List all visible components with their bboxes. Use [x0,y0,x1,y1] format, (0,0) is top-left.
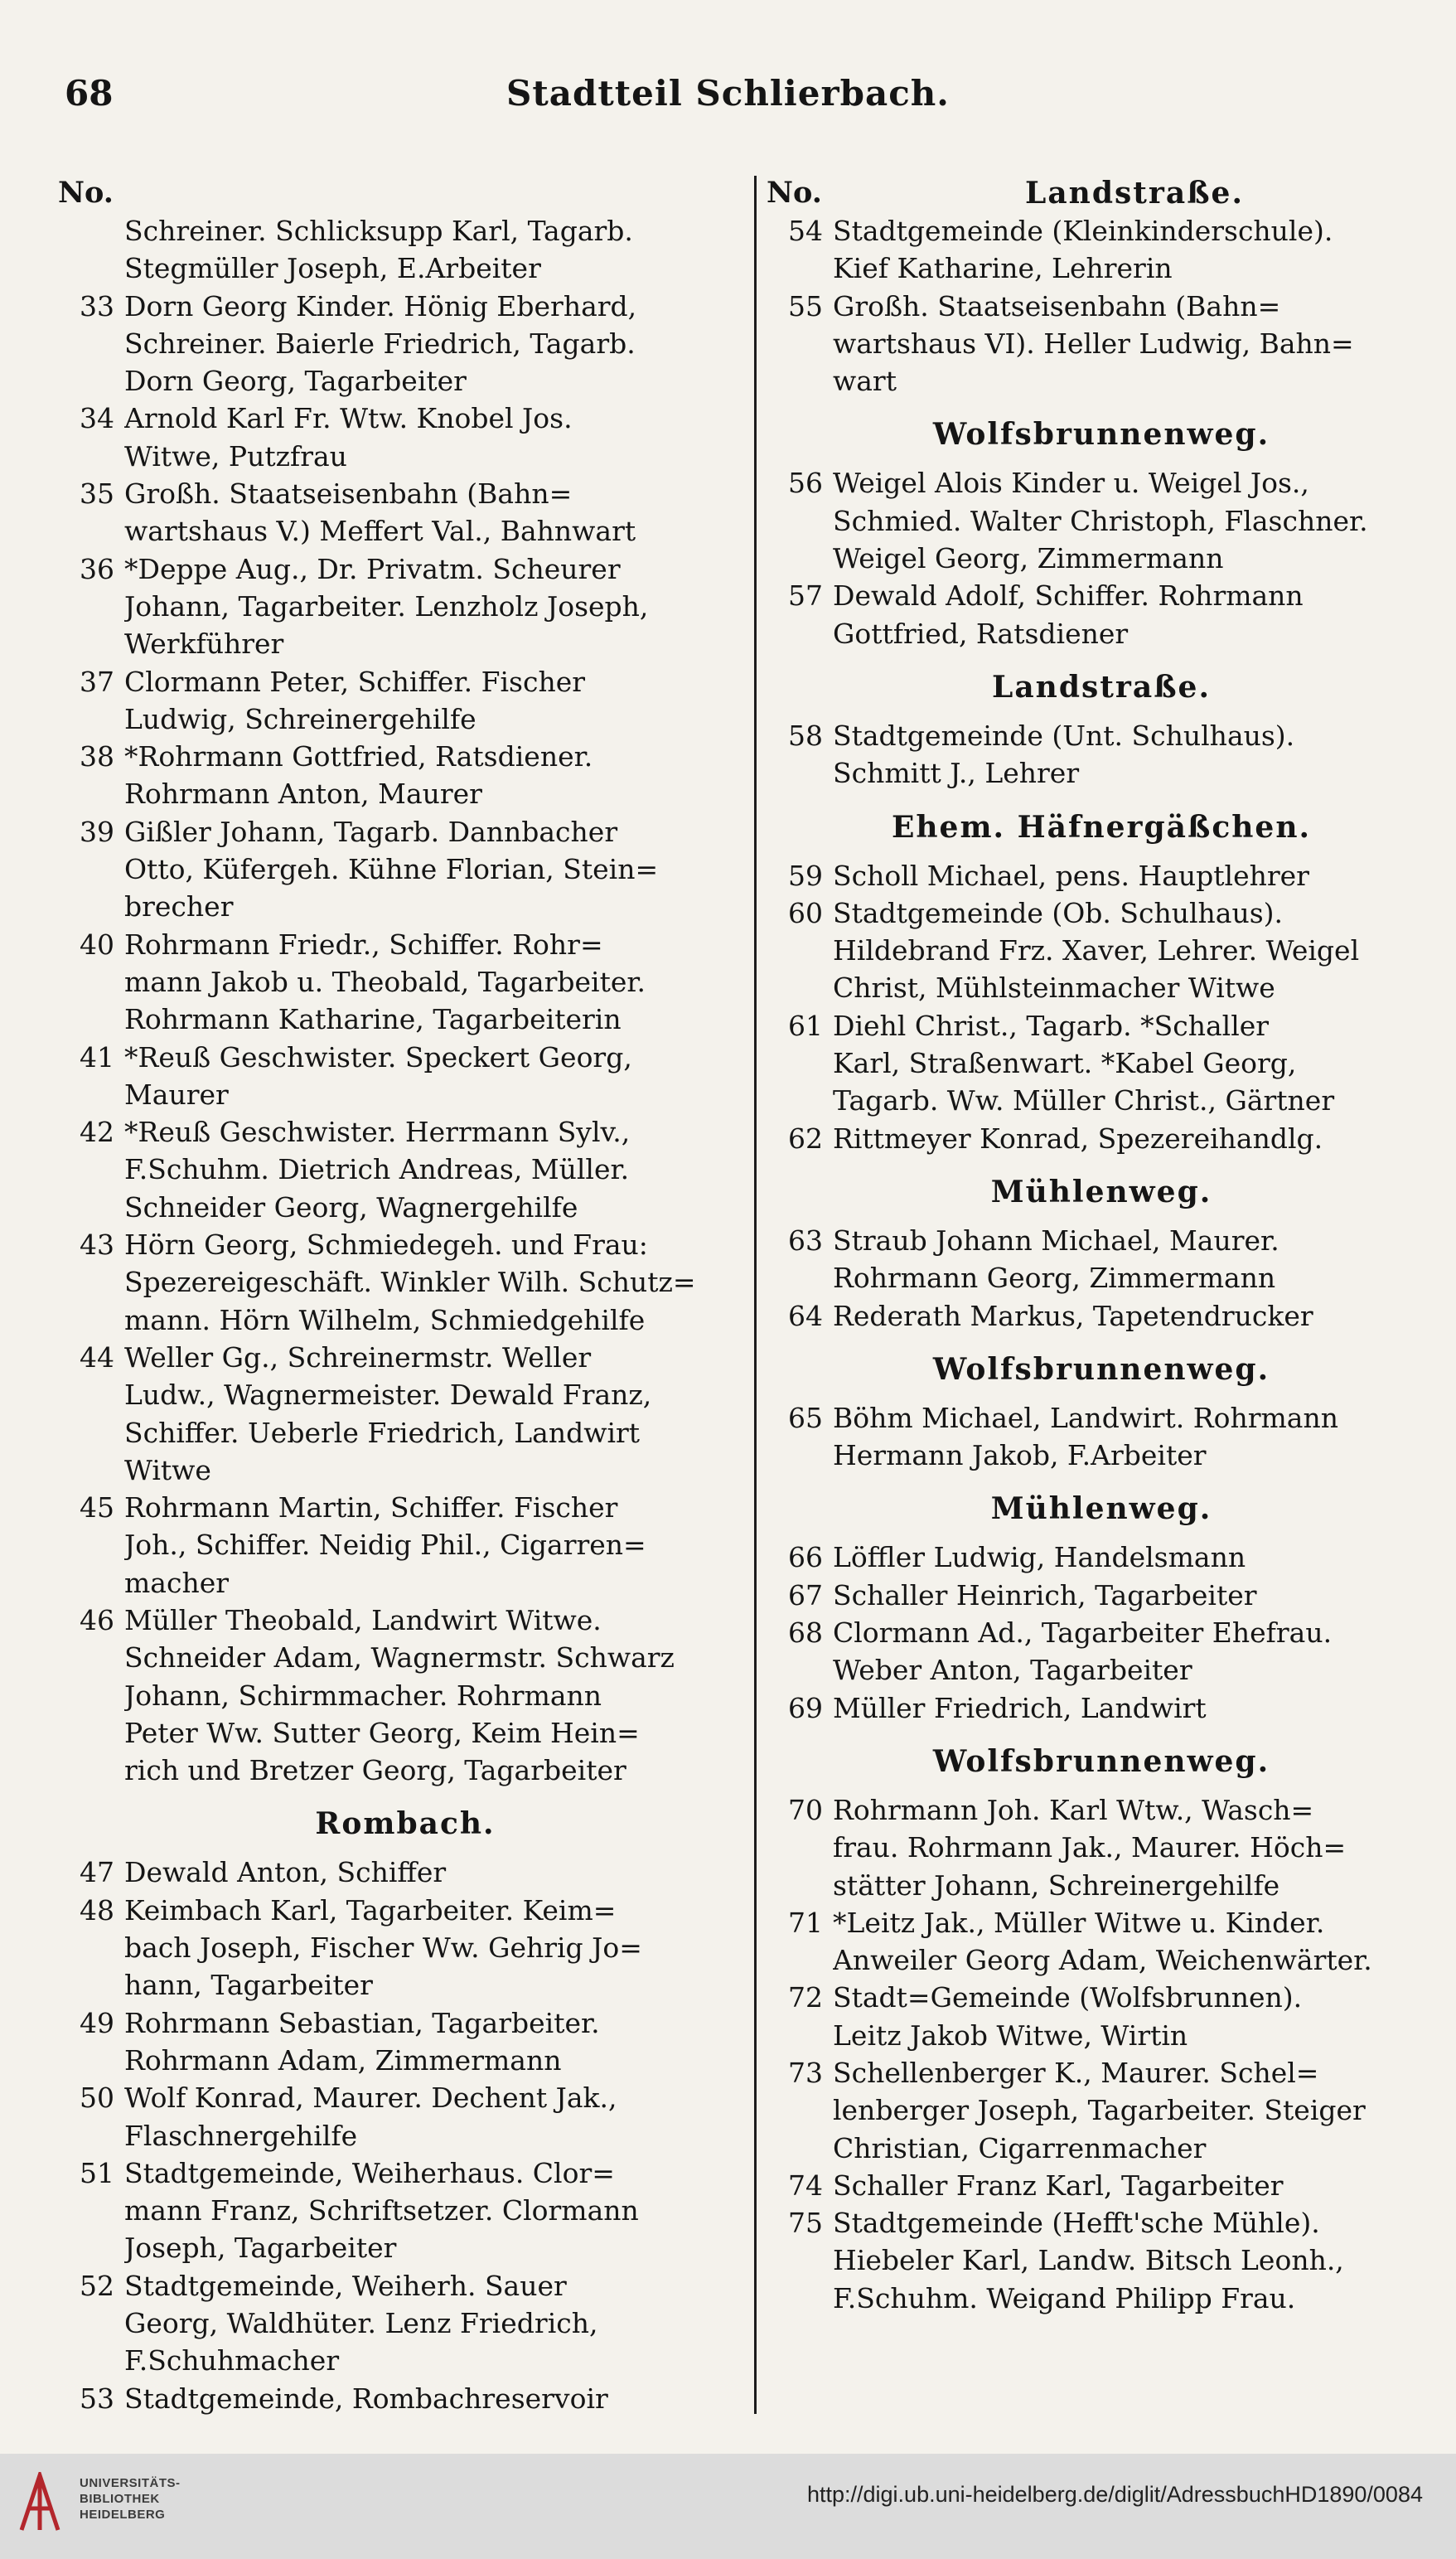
text-line: *Reuß Geschwister. Herrmann Sylv., [124,1116,631,1149]
house-number: 34 [80,402,114,435]
house-number: 67 [788,1578,823,1611]
text-line: Witwe, Putzfrau [124,439,347,473]
house-number: 70 [788,1793,823,1826]
text-line: Weller Gg., Schreinermstr. Weller [124,1340,592,1374]
house-number: 54 [788,215,823,247]
text-line: Johann, Tagarbeiter. Lenzholz Joseph, [124,589,649,623]
house-entry [58,1039,752,1114]
page-number: 68 [65,73,114,114]
no-label: No. [58,176,114,210]
resident-text [833,1297,1436,1335]
house-entry [58,288,752,400]
house-number: 75 [788,2207,823,2240]
street-heading: Wolfsbrunnenweg. [932,1351,1270,1387]
house-number: 56 [788,467,823,500]
text-line: wartshaus VI). Heller Ludwig, Bahn= [833,327,1354,360]
text-line: Gottfried, Ratsdiener [833,617,1129,650]
resident-text [124,1113,752,1226]
text-line: Stadtgemeinde, Weiherh. Sauer [124,2269,567,2302]
house-number: 39 [80,815,114,848]
text-line: *Leitz Jak., Müller Witwe u. Kinder. [833,1906,1325,1939]
text-line: Ludw., Wagnermeister. Dewald Franz, [124,1379,652,1412]
running-title: Stadtteil Schlierbach. [506,73,950,114]
text-line: mann Franz, Schriftsetzer. Clormann [124,2194,639,2227]
text-line: Gißler Johann, Tagarb. Dannbacher [124,815,618,848]
text-line: Schaller Franz Karl, Tagarbeiter [833,2169,1284,2202]
text-line: Rohrmann Sebastian, Tagarbeiter. [124,2006,600,2039]
text-line: Maurer [124,1078,229,1111]
resident-text [833,717,1436,792]
text-line: Rohrmann Adam, Zimmermann [124,2043,562,2077]
text-line: Schiffer. Ueberle Friedrich, Landwirt [124,1416,641,1449]
resident-text [124,1226,752,1339]
resident-text [833,1539,1436,1576]
house-number: 63 [788,1224,823,1257]
house-entry [767,1614,1436,1689]
text-line: Dorn Georg Kinder. Hönig Eberhard, [124,289,637,322]
resident-text [124,550,752,663]
text-line: Stadtgemeinde, Rombachreservoir [124,2382,608,2415]
text-line: Keimbach Karl, Tagarbeiter. Keim= [124,1893,617,1927]
resident-text [124,2267,752,2380]
text-line: Rohrmann Martin, Schiffer. Fischer [124,1491,618,1524]
house-entry [767,1007,1436,1120]
resident-text [124,926,752,1039]
street-heading: Ehem. Häfnergäßchen. [891,809,1312,845]
house-entry [58,400,752,475]
text-line: bach Joseph, Fischer Ww. Gehrig Jo= [124,1931,642,1965]
resident-text [833,288,1436,400]
text-line: Stadtgemeinde, Weiherhaus. Clor= [124,2156,615,2189]
text-line: Witwe [124,1453,211,1486]
house-entry [58,1489,752,1602]
text-line: Rohrmann Georg, Zimmermann [833,1262,1276,1295]
resident-text [833,1399,1436,1475]
house-number: 46 [80,1603,114,1636]
house-number: 44 [80,1340,114,1374]
street-heading: Landstraße. [992,669,1211,705]
text-line: Hiebeler Karl, Landw. Bitsch Leonh., [833,2244,1344,2277]
text-line: Kief Katharine, Lehrerin [833,252,1173,285]
house-number: 64 [788,1299,823,1332]
resident-text [833,212,1436,288]
resident-text [833,1007,1436,1120]
text-line: Christian, Cigarrenmacher [833,2131,1207,2164]
text-line: Schmitt J., Lehrer [833,757,1080,790]
house-entry [767,894,1436,1007]
house-entry [767,1577,1436,1614]
text-line: Tagarb. Ww. Müller Christ., Gärtner [833,1084,1335,1117]
text-line: macher [124,1566,230,1599]
house-entry [58,663,752,739]
resident-text [833,577,1436,652]
text-line: Rohrmann Anton, Maurer [124,778,482,811]
resident-text [124,1489,752,1602]
house-number: 41 [80,1040,114,1074]
text-line: Schellenberger K., Maurer. Schel= [833,2056,1319,2089]
text-line: hann, Tagarbeiter [124,1969,373,2002]
house-number: 57 [788,579,823,613]
house-entry [767,2167,1436,2204]
house-number: 59 [788,859,823,892]
house-entry [767,1539,1436,1576]
street-heading: Landstraße. [1025,176,1244,211]
house-entry [767,1222,1436,1297]
house-entry [58,738,752,813]
text-line: Karl, Straßenwart. *Kabel Georg, [833,1047,1297,1080]
text-line: Hörn Georg, Schmiedegeh. und Frau: [124,1229,648,1262]
house-number: 62 [788,1122,823,1155]
text-line: rich und Bretzer Georg, Tagarbeiter [124,1754,626,1787]
text-line: Schreiner. Baierle Friedrich, Tagarb. [124,327,636,360]
house-entry [767,1979,1436,2054]
house-number: 60 [788,896,823,929]
house-number: 50 [80,2082,114,2115]
text-line: Flaschnergehilfe [124,2119,358,2152]
house-number: 55 [788,289,823,322]
text-line: Wolf Konrad, Maurer. Dechent Jak., [124,2082,617,2115]
text-line: Dewald Anton, Schiffer [124,1856,447,1889]
house-entry [767,1689,1436,1727]
text-line: Christ, Mühlsteinmacher Witwe [833,972,1275,1005]
street-heading: Mühlenweg. [990,1491,1212,1527]
text-line: wartshaus V.) Meffert Val., Bahnwart [124,515,636,548]
resident-text [833,894,1436,1007]
text-line: Hildebrand Frz. Xaver, Lehrer. Weigel [833,934,1360,967]
house-entry [767,2054,1436,2167]
text-line: Weber Anton, Tagarbeiter [833,1654,1192,1687]
house-entry [767,1297,1436,1335]
house-number: 61 [788,1009,823,1042]
resident-text [833,1222,1436,1297]
house-number: 53 [80,2382,114,2415]
house-number: 52 [80,2269,114,2302]
no-label: No. [767,176,822,210]
text-line: Großh. Staatseisenbahn (Bahn= [833,289,1281,322]
text-line: *Rohrmann Gottfried, Ratsdiener. [124,740,593,773]
text-line: Leitz Jakob Witwe, Wirtin [833,2019,1188,2052]
text-line: mann Jakob u. Theobald, Tagarbeiter. [124,965,646,998]
house-number [58,212,124,288]
house-entry [58,2154,752,2267]
house-entry [767,857,1436,894]
house-number: 71 [788,1906,823,1939]
text-line: Rohrmann Katharine, Tagarbeiterin [124,1003,622,1036]
text-line: F.Schuhmacher [124,2344,340,2377]
house-entry [767,212,1436,288]
text-line: lenberger Joseph, Tagarbeiter. Steiger [833,2094,1366,2127]
house-entry [58,475,752,550]
right-column [767,174,1436,2421]
text-line: Werkführer [124,628,284,661]
house-entry [58,550,752,663]
text-line: Stadt=Gemeinde (Wolfsbrunnen). [833,1981,1303,2014]
footer-bar [0,2454,1456,2559]
text-line: Böhm Michael, Landwirt. Rohrmann [833,1401,1338,1434]
page-header [0,73,1456,123]
house-number: 40 [80,928,114,961]
text-line: mann. Hörn Wilhelm, Schmiedgehilfe [124,1303,646,1336]
text-line: Clormann Ad., Tagarbeiter Ehefrau. [833,1616,1333,1650]
resident-text [124,2004,752,2080]
house-number: 51 [80,2156,114,2189]
source-url-link[interactable]: http://digi.ub.uni-heidelberg.de/diglit/AdressbuchHD1890/0084 [806,2482,1423,2507]
text-line: Arnold Karl Fr. Wtw. Knobel Jos. [124,402,573,435]
text-line: Ludwig, Schreinergehilfe [124,702,476,735]
house-number: 66 [788,1541,823,1574]
text-line: Weigel Alois Kinder u. Weigel Jos., [833,467,1309,500]
house-entry [767,288,1436,400]
text-line: Rittmeyer Konrad, Spezereihandlg. [833,1122,1323,1155]
house-entry [58,1602,752,1789]
house-entry [767,1399,1436,1475]
resident-text [124,738,752,813]
text-line: Straub Johann Michael, Maurer. [833,1224,1279,1257]
text-line: Schmied. Walter Christoph, Flaschner. [833,504,1368,537]
house-number: 49 [80,2006,114,2039]
house-entry [58,1339,752,1489]
house-number: 65 [788,1401,823,1434]
text-line: Schneider Georg, Wagnergehilfe [124,1190,578,1224]
resident-text [833,1614,1436,1689]
house-number: 73 [788,2056,823,2089]
left-column [58,174,752,2421]
resident-text [124,1039,752,1114]
resident-text [833,1791,1436,1904]
house-entry [767,1120,1436,1157]
resident-text [833,1120,1436,1157]
resident-text [124,288,752,400]
resident-text [833,1904,1436,1980]
house-number: 47 [80,1856,114,1889]
resident-text [124,475,752,550]
text-line: Rohrmann Joh. Karl Wtw., Wasch= [833,1793,1314,1826]
resident-text [833,2054,1436,2167]
text-line: Peter Ww. Sutter Georg, Keim Hein= [124,1716,640,1749]
no-column-label [767,174,1436,212]
house-entry [58,1854,752,1891]
house-entry [767,2204,1436,2317]
resident-text [833,464,1436,577]
house-number: 58 [788,719,823,752]
house-number: 69 [788,1691,823,1724]
resident-text [124,2154,752,2267]
logo-line: BIBLIOTHEK [80,2492,160,2506]
text-line: Hermann Jakob, F.Arbeiter [833,1439,1207,1472]
library-logo-text [80,2475,181,2523]
house-number: 42 [80,1116,114,1149]
house-entry [767,717,1436,792]
resident-text [124,1854,752,1891]
text-line: brecher [124,890,234,923]
house-number: 38 [80,740,114,773]
text-line: Dewald Adolf, Schiffer. Rohrmann [833,579,1304,613]
text-line: Clormann Peter, Schiffer. Fischer [124,665,586,698]
street-heading: Mühlenweg. [990,1174,1212,1209]
text-line: Rohrmann Friedr., Schiffer. Rohr= [124,928,603,961]
resident-text [124,2380,752,2417]
house-entry [767,464,1436,577]
text-line: stätter Johann, Schreinergehilfe [833,1868,1280,1902]
text-line: Otto, Küfergeh. Kühne Florian, Stein= [124,853,659,886]
text-line: Joh., Schiffer. Neidig Phil., Cigarren= [124,1529,646,1562]
resident-text [124,813,752,926]
resident-text [124,2079,752,2154]
text-line: Stadtgemeinde (Unt. Schulhaus). [833,719,1295,752]
text-line: Stegmüller Joseph, E.Arbeiter [124,252,541,285]
house-entry [58,926,752,1039]
house-number: 45 [80,1491,114,1524]
text-line: Weigel Georg, Zimmermann [833,542,1224,575]
text-line: Rederath Markus, Tapetendrucker [833,1299,1313,1332]
text-line: Müller Theobald, Landwirt Witwe. [124,1603,602,1636]
house-number: 35 [80,477,114,511]
column-divider [754,176,757,2414]
house-entry [767,1791,1436,1904]
text-line: wart [833,365,897,398]
resident-text [833,1979,1436,2054]
text-line: Stadtgemeinde (Hefft'sche Mühle). [833,2207,1320,2240]
house-number: 36 [80,552,114,585]
text-line: Dorn Georg, Tagarbeiter [124,365,467,398]
text-line: Johann, Schirmmacher. Rohrmann [124,1679,602,1712]
house-entry [58,1892,752,2004]
house-entry [767,577,1436,652]
text-line: Schreiner. Schlicksupp Karl, Tagarb. [124,215,633,247]
street-heading: Wolfsbrunnenweg. [932,417,1270,453]
text-line: Stadtgemeinde (Ob. Schulhaus). [833,896,1284,929]
house-number: 68 [788,1616,823,1650]
house-number: 72 [788,1981,823,2014]
house-entry [58,1226,752,1339]
house-number: 48 [80,1893,114,1927]
resident-text [124,1602,752,1789]
house-entry [58,1113,752,1226]
entry-continuation [58,212,752,288]
house-number: 33 [80,289,114,322]
house-entry [58,2267,752,2380]
street-heading: Rombach. [315,1806,496,1842]
text-line: Schneider Adam, Wagnermstr. Schwarz [124,1641,675,1674]
text-line: *Reuß Geschwister. Speckert Georg, [124,1040,632,1074]
no-column-label [58,174,752,212]
resident-text [124,400,752,475]
text-line: Joseph, Tagarbeiter [124,2232,397,2265]
house-entry [58,2380,752,2417]
logo-line: UNIVERSITÄTS- [80,2476,181,2490]
text-line: Spezereigeschäft. Winkler Wilh. Schutz= [124,1266,696,1299]
text-line: Stadtgemeinde (Kleinkinderschule). [833,215,1333,247]
text-line: frau. Rohrmann Jak., Maurer. Höch= [833,1831,1347,1864]
text-line: Diehl Christ., Tagarb. *Schaller [833,1009,1270,1042]
university-seal-icon [18,2472,61,2532]
text-line: F.Schuhm. Weigand Philipp Frau. [833,2281,1296,2314]
logo-line: HEIDELBERG [80,2508,166,2522]
text-line: Scholl Michael, pens. Hauptlehrer [833,859,1309,892]
resident-text [124,212,752,288]
resident-text [833,2204,1436,2317]
text-line: Großh. Staatseisenbahn (Bahn= [124,477,573,511]
text-line: Schaller Heinrich, Tagarbeiter [833,1578,1257,1611]
text-line: *Deppe Aug., Dr. Privatm. Scheurer [124,552,621,585]
house-entry [58,2079,752,2154]
resident-text [833,2167,1436,2204]
street-heading: Wolfsbrunnenweg. [932,1743,1270,1779]
resident-text [124,663,752,739]
resident-text [833,1577,1436,1614]
resident-text [833,1689,1436,1727]
house-entry [767,1904,1436,1980]
house-number: 37 [80,665,114,698]
house-entry [58,813,752,926]
text-line: Anweiler Georg Adam, Weichenwärter. [833,1944,1372,1977]
text-line: Müller Friedrich, Landwirt [833,1691,1207,1724]
resident-text [833,857,1436,894]
text-line: F.Schuhm. Dietrich Andreas, Müller. [124,1153,630,1186]
house-entry [58,2004,752,2080]
resident-text [124,1892,752,2004]
house-number: 74 [788,2169,823,2202]
house-number: 43 [80,1229,114,1262]
resident-text [124,1339,752,1489]
text-line: Löffler Ludwig, Handelsmann [833,1541,1246,1574]
text-line: Georg, Waldhüter. Lenz Friedrich, [124,2307,598,2340]
